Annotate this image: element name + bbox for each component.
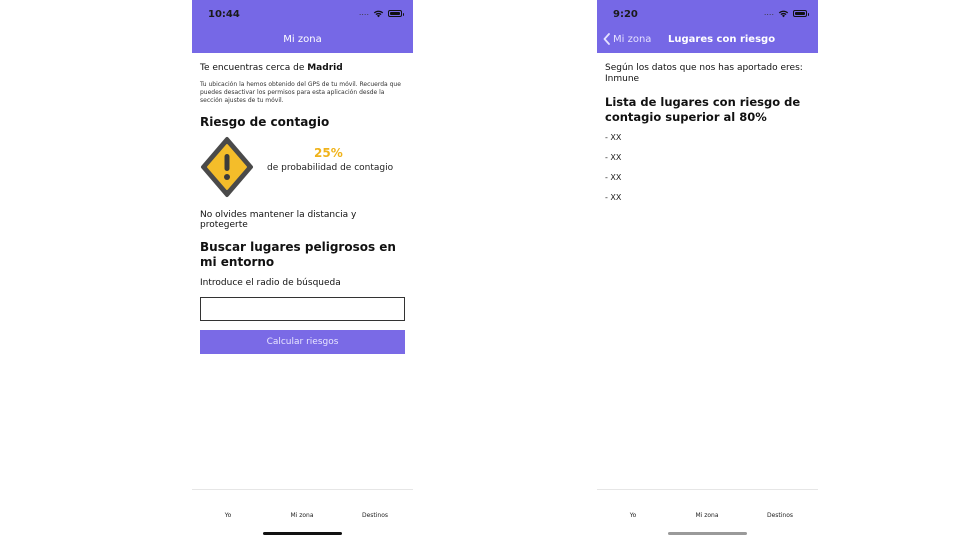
battery-icon: [388, 10, 402, 17]
nav-title: Lugares con riesgo: [668, 34, 776, 45]
back-button[interactable]: [603, 33, 651, 45]
list-item: - XX: [605, 193, 622, 202]
tab-yo[interactable]: Yo: [224, 512, 232, 519]
wifi-icon: [778, 9, 789, 18]
places-list-title: Lista de lugares con riesgo de contagio superior al 80%: [605, 95, 801, 124]
lugares-content: [597, 63, 818, 202]
tab-mi-zona[interactable]: Mi zona: [290, 512, 314, 519]
chevron-left-icon: [603, 33, 610, 45]
signal-icon: ....: [763, 8, 774, 17]
list-item: - XX: [605, 173, 622, 182]
mi-zona-content: [192, 63, 413, 354]
risk-panel: [200, 136, 405, 204]
status-icons: [359, 8, 402, 18]
location-line: [200, 63, 405, 73]
wifi-icon: [373, 9, 384, 18]
radius-label: Introduce el radio de búsqueda: [200, 278, 341, 288]
back-label: Mi zona: [613, 33, 652, 45]
list-item: - XX: [605, 153, 622, 162]
immunity-status: Según los datos que nos has aportado eres: Inmune: [605, 63, 803, 84]
distance-message: No olvides mantener la distancia y protegerte: [200, 210, 357, 230]
risk-title: Riesgo de contagio: [200, 115, 330, 129]
signal-icon: ....: [358, 8, 369, 17]
mi-zona-screen: [192, 0, 413, 540]
nav-title: Mi zona: [283, 34, 322, 45]
calculate-risks-button[interactable]: Calcular riesgos: [200, 330, 405, 354]
tab-yo[interactable]: Yo: [629, 512, 637, 519]
risk-percentage: 25%: [314, 146, 343, 160]
location-prefix: Te encuentras cerca de: [200, 63, 308, 73]
search-title: Buscar lugares peligrosos en mi entorno: [200, 240, 396, 269]
list-item: - XX: [605, 133, 622, 142]
tab-mi-zona[interactable]: Mi zona: [695, 512, 719, 519]
risk-description: de probabilidad de contagio: [267, 163, 394, 173]
nav-header: [192, 0, 413, 53]
places-list: [605, 133, 810, 202]
nav-header: [597, 0, 818, 53]
battery-icon: [793, 10, 807, 17]
radius-input[interactable]: [200, 297, 405, 321]
tab-bar: [597, 489, 818, 540]
location-city: Madrid: [307, 63, 343, 73]
tab-destinos[interactable]: Destinos: [766, 512, 794, 519]
home-indicator[interactable]: [263, 532, 342, 535]
home-indicator[interactable]: [668, 532, 747, 535]
tab-destinos[interactable]: Destinos: [361, 512, 389, 519]
lugares-con-riesgo-screen: [597, 0, 818, 540]
status-time: 9:20: [613, 9, 638, 20]
status-time: 10:44: [208, 9, 240, 20]
status-icons: [764, 8, 807, 18]
warning-icon: [200, 136, 254, 198]
location-note: Tu ubicación la hemos obtenido del GPS de tu móvil. Recuerda que puedes desactivar los permisos para esta aplicación desde la sección ajustes de tu móvil.: [200, 81, 401, 104]
tab-bar: [192, 489, 413, 540]
